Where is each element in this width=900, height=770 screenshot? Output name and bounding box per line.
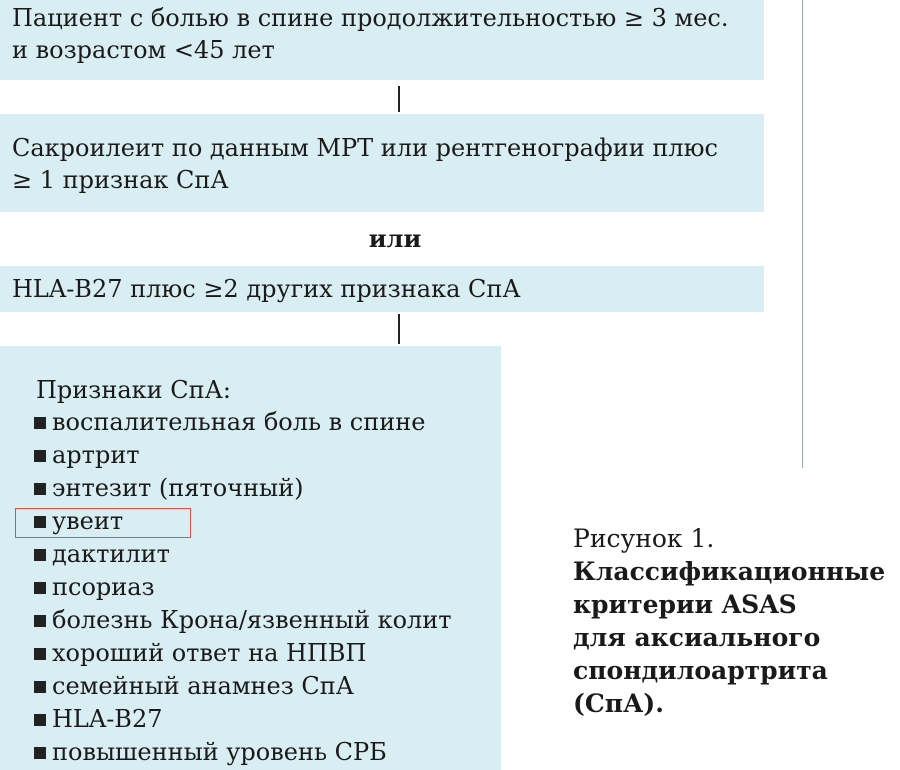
connector-line-1 [398,86,400,112]
square-bullet-icon [34,417,46,429]
feature-item [34,736,452,769]
box2-line2: ≥ 1 признак СпА [12,166,229,194]
feature-text: хороший ответ на НПВП [52,639,367,667]
feature-text: HLA-B27 [52,705,163,733]
feature-item [34,604,452,637]
feature-text: семейный анамнез СпА [52,672,354,700]
feature-item [34,472,452,505]
caption-label: Рисунок 1. [573,524,715,553]
box1-line1: Пациент с болью в спине продолжительностью ≥ 3 мес. [12,4,729,32]
feature-item [34,406,452,439]
feature-text: воспалительная боль в спине [52,408,426,436]
caption-title-line: (СпА). [573,689,664,718]
connector-line-2 [398,314,400,344]
square-bullet-icon [34,582,46,594]
feature-item [34,439,452,472]
caption-title [573,555,885,720]
square-bullet-icon [34,615,46,627]
or-label: или [368,224,422,253]
feature-item [34,538,452,571]
feature-item [34,703,452,736]
feature-text: псориаз [52,573,155,601]
right-divider-line [802,0,803,468]
square-bullet-icon [34,483,46,495]
features-title: Признаки СпА: [36,376,231,404]
square-bullet-icon [34,450,46,462]
box3-line1: HLA-B27 плюс ≥2 других признака СпА [12,275,521,303]
caption-title-line: критерии ASAS [573,590,797,619]
caption-title-line: спондилоартрита [573,656,828,685]
figure-caption [573,522,885,720]
feature-text: увеит [52,507,124,535]
square-bullet-icon [34,747,46,759]
box1-line2: и возрастом <45 лет [12,36,275,64]
feature-text: повышенный уровень СРБ [52,738,387,766]
box2-line1: Сакроилеит по данным МРТ или рентгенографии плюс [12,134,718,162]
feature-item [34,670,452,703]
feature-text: болезнь Крона/язвенный колит [52,606,452,634]
feature-text: дактилит [52,540,170,568]
criteria-box-imaging [0,114,764,212]
feature-text: артрит [52,441,140,469]
highlight-box [15,508,191,538]
features-list [34,406,452,769]
criteria-box-hla [0,266,764,312]
square-bullet-icon [34,549,46,561]
feature-text: энтезит (пяточный) [52,474,304,502]
feature-item [34,637,452,670]
caption-title-line: для аксиального [573,623,821,652]
square-bullet-icon [34,681,46,693]
square-bullet-icon [34,714,46,726]
feature-item [34,571,452,604]
square-bullet-icon [34,648,46,660]
criteria-box-patient [0,0,764,80]
caption-title-line: Классификационные [573,557,886,586]
